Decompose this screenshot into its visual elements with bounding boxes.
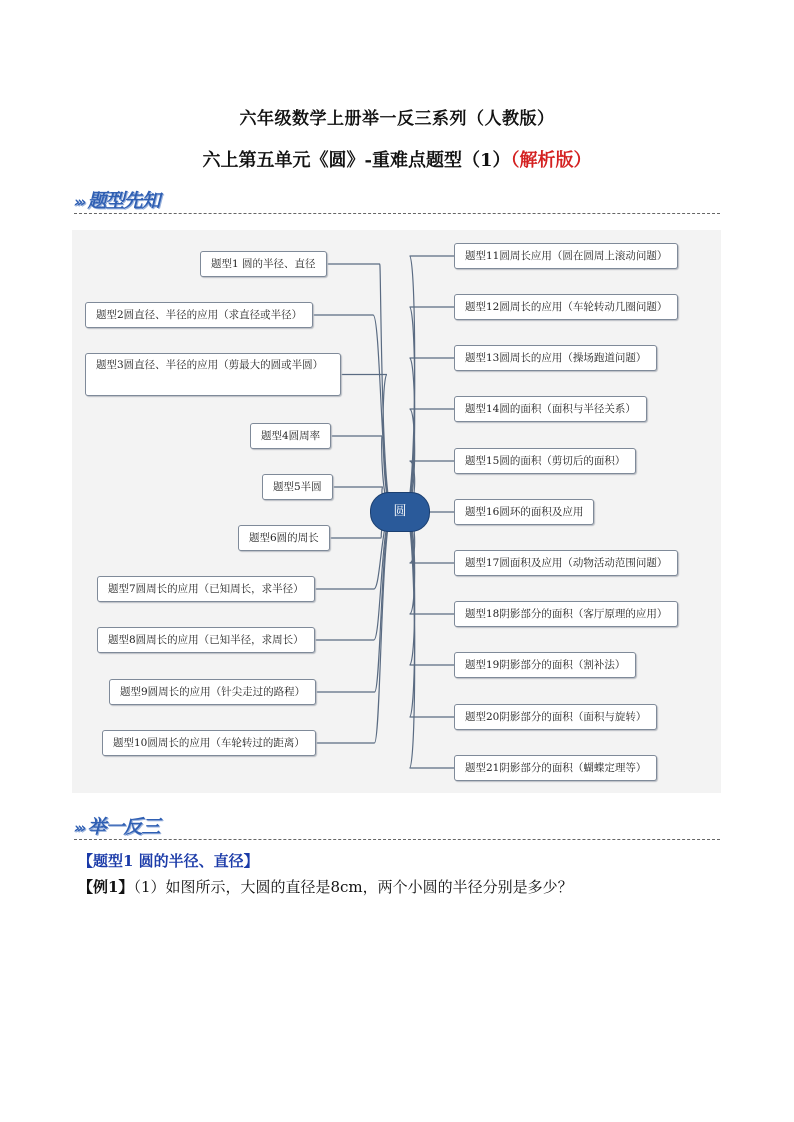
mindmap-node-type7: 题型7圆周长的应用（已知周长，求半径） [97, 576, 315, 602]
example-label: 【例1】 [78, 878, 134, 896]
mindmap-node-type14: 题型14圆的面积（面积与半径关系） [454, 396, 647, 422]
mindmap-node-type11: 题型11圆周长应用（圆在圆周上滚动问题） [454, 243, 678, 269]
mindmap-node-type13: 题型13圆周长的应用（操场跑道问题） [454, 345, 657, 371]
document-subtitle [0, 146, 794, 172]
mindmap-node-type5: 题型5半圆 [262, 474, 333, 500]
mindmap-node-type8: 题型8圆周长的应用（已知半径，求周长） [97, 627, 315, 653]
subtitle-suffix: （解析版） [510, 150, 592, 171]
banner-arrows-icon: ››› [74, 193, 84, 211]
mind-map [72, 230, 721, 793]
banner-question-types [74, 186, 160, 212]
mindmap-node-type21: 题型21阴影部分的面积（蝴蝶定理等） [454, 755, 657, 781]
section-heading: 【题型1 圆的半径、直径】 [78, 852, 259, 870]
mindmap-node-type20: 题型20阴影部分的面积（面积与旋转） [454, 704, 657, 730]
dashed-divider [74, 213, 720, 214]
example-question [78, 876, 573, 897]
mindmap-node-type6: 题型6圆的周长 [238, 525, 330, 551]
mindmap-node-type16: 题型16圆环的面积及应用 [454, 499, 594, 525]
banner-examples-label: 举一反三 [87, 816, 160, 838]
mindmap-node-type3: 题型3圆直径、半径的应用（剪最大的圆或半圆） [85, 353, 341, 396]
mindmap-node-type4: 题型4圆周率 [250, 423, 331, 449]
banner-examples [74, 812, 160, 838]
mindmap-node-type9: 题型9圆周长的应用（针尖走过的路程） [109, 679, 316, 705]
subtitle-main: 六上第五单元《圆》-重难点题型（1） [202, 150, 511, 171]
mindmap-node-type17: 题型17圆面积及应用（动物活动范围问题） [454, 550, 678, 576]
mindmap-node-type10: 题型10圆周长的应用（车轮转过的距离） [102, 730, 316, 756]
mindmap-node-type15: 题型15圆的面积（剪切后的面积） [454, 448, 636, 474]
banner-arrows-icon: ››› [74, 819, 84, 837]
example-text: （1）如图所示，大圆的直径是8cm，两个小圆的半径分别是多少？ [133, 878, 573, 896]
mindmap-node-type19: 题型19阴影部分的面积（割补法） [454, 652, 636, 678]
mindmap-center-node: 圆 [370, 492, 430, 532]
document-title: 六年级数学上册举一反三系列（人教版） [239, 109, 555, 129]
banner-question-types-label: 题型先知 [87, 190, 160, 212]
dashed-divider [74, 839, 720, 840]
mindmap-node-type2: 题型2圆直径、半径的应用（求直径或半径） [85, 302, 313, 328]
mindmap-branch-line [341, 375, 393, 512]
mindmap-node-type18: 题型18阴影部分的面积（客厅原理的应用） [454, 601, 678, 627]
mindmap-node-type1: 题型1 圆的半径、直径 [200, 251, 327, 277]
mindmap-node-type12: 题型12圆周长的应用（车轮转动几圈问题） [454, 294, 678, 320]
